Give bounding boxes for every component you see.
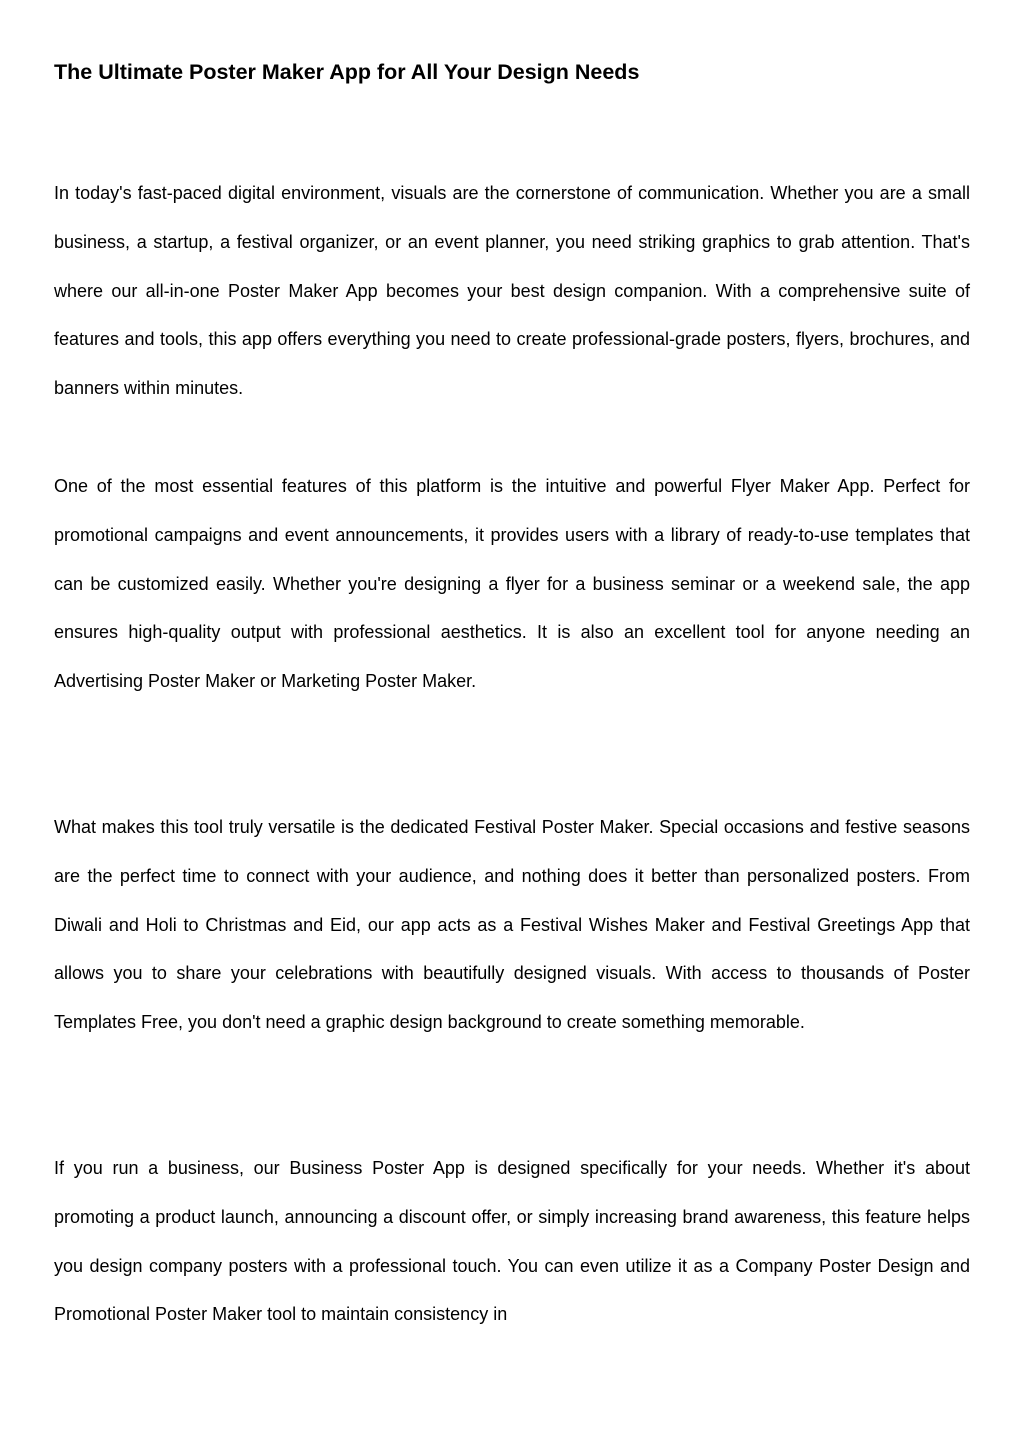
paragraph-festival-poster: What makes this tool truly versatile is the dedicated Festival Poster Maker. Special occasions and festive seasons are the perfect time to connect with your audience, and nothing does it better than personalized posters. From Diwali and Holi to Christmas and Eid, our app acts as a Festival Wishes Maker and Festival Greetings App that allows you to share your celebrations with beautifully designed visuals. With access to thousands of Poster Templates Free, you don't need a graphic design background to create something memorable. xyxy=(54,817,970,1033)
paragraph-business-poster: If you run a business, our Business Poster App is designed specifically for your needs. Whether it's about promoting a product launch, announcing a discount offer, or simply increasing brand awareness, this feature helps you design company posters with a professional touch. You can even utilize it as a Company Poster Design and Promotional Poster Maker tool to maintain consistency in xyxy=(54,1158,970,1325)
document-page xyxy=(54,0,970,1448)
paragraph-intro: In today's fast-paced digital environment, visuals are the cornerstone of communication. Whether you are a small business, a startup, a festival organizer, or an event planner, you need striking graphics to grab attention. That's where our all-in-one Poster Maker App becomes your best design companion. With a comprehensive suite of features and tools, this app offers everything you need to create professional-grade posters, flyers, brochures, and banners within minutes. xyxy=(54,183,970,399)
paragraph-flyer-maker: One of the most essential features of this platform is the intuitive and powerful Flyer Maker App. Perfect for promotional campaigns and event announcements, it provides users with a library of ready-to-use templates that can be customized easily. Whether you're designing a flyer for a business seminar or a weekend sale, the app ensures high-quality output with professional aesthetics. It is also an excellent tool for anyone needing an Advertising Poster Maker or Marketing Poster Maker. xyxy=(54,476,970,692)
page-title: The Ultimate Poster Maker App for All Your Design Needs xyxy=(54,60,640,84)
